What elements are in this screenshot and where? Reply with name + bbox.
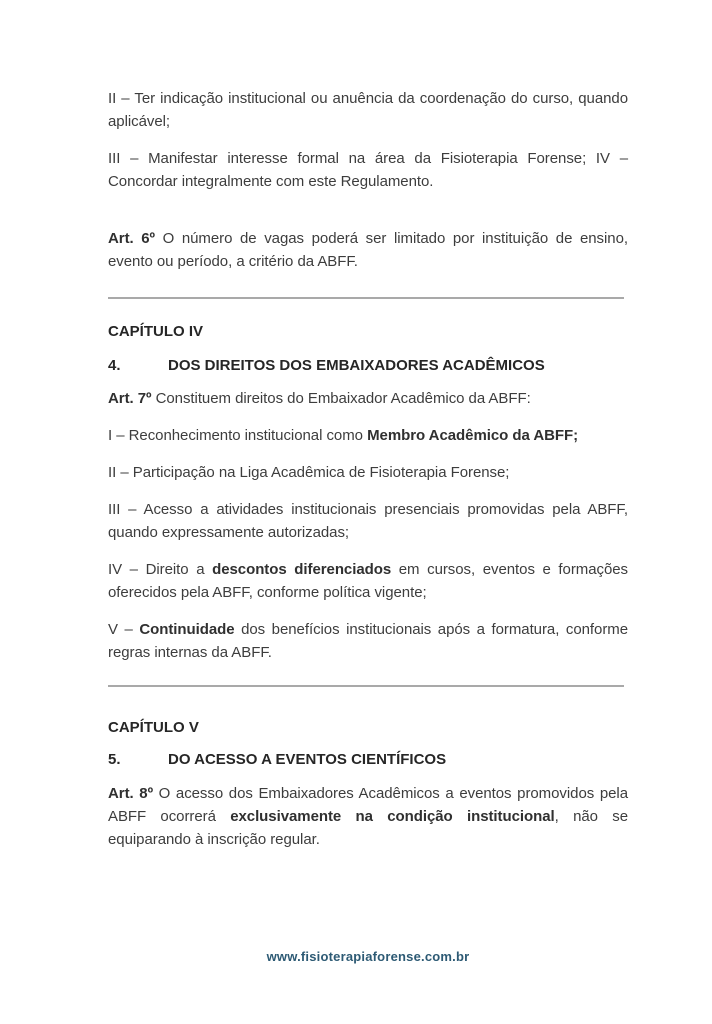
chapter-title: CAPÍTULO V [108,719,199,736]
paragraph-right-iv [108,558,628,604]
paragraph-items-iii-iv [108,147,628,193]
paragraph-art-8 [108,782,628,851]
heading-number: 4. [108,357,121,374]
paragraph-text: Constituem direitos do Embaixador Acadêmico da ABFF: [151,390,531,407]
bold-run: Membro Acadêmico da ABFF; [367,427,579,444]
paragraph-text: II – Participação na Liga Acadêmica de Fisioterapia Forense; [108,464,510,481]
numbered-heading-5 [108,748,628,771]
paragraph-text: em cursos, eventos e formações oferecidos pela ABFF, conforme política vigente; [108,561,628,601]
paragraph-text: , não se equiparando à inscrição regular. [108,808,628,848]
paragraph-text: V – [108,621,140,638]
heading-number: 5. [108,751,121,768]
paragraph-right-i [108,424,628,447]
paragraph-right-v [108,618,628,664]
paragraph-item-ii [108,87,628,133]
page-footer [108,948,628,966]
paragraph-text: IV – Direito a [108,561,213,578]
paragraph-text: III – Acesso a atividades institucionais presenciais promovidas pela ABFF, quando expressamente autorizadas; [108,501,628,541]
chapter-title: CAPÍTULO IV [108,323,204,340]
paragraph-text: O acesso dos Embaixadores Acadêmicos a eventos promovidos pela ABFF ocorrerá [108,785,628,825]
article-label: Art. 6º [108,230,155,247]
numbered-heading-4 [108,354,628,377]
footer-website-link[interactable]: www.fisioterapiaforense.com.br [266,949,470,964]
paragraph-text: I – Reconhecimento institucional como [108,427,368,444]
paragraph-text: dos benefícios institucionais após a formatura, conforme regras internas da ABFF. [108,621,628,661]
paragraph-text: O número de vagas poderá ser limitado por instituição de ensino, evento ou período, a critério da ABFF. [108,230,628,270]
article-label: Art. 7º [108,390,152,407]
article-label: Art. 8º [108,785,153,802]
section-divider [108,297,624,299]
document-body [108,87,628,851]
bold-run: exclusivamente na condição institucional [230,808,555,825]
chapter-heading-v [108,716,628,739]
paragraph-right-ii [108,461,628,484]
chapter-heading-iv [108,320,628,343]
paragraph-art-7 [108,387,628,410]
bold-run: descontos diferenciados [212,561,392,578]
bold-run: Continuidade [139,621,235,638]
heading-title: DO ACESSO A EVENTOS CIENTÍFICOS [168,751,447,768]
paragraph-text: III – Manifestar interesse formal na área da Fisioterapia Forense; IV – Concordar integralmente com este Regulamento. [108,150,628,190]
paragraph-text: II – Ter indicação institucional ou anuência da coordenação do curso, quando aplicável; [108,90,628,130]
paragraph-right-iii [108,498,628,544]
section-divider [108,685,624,687]
paragraph-art-6 [108,227,628,273]
heading-title: DOS DIREITOS DOS EMBAIXADORES ACADÊMICOS [168,357,545,374]
